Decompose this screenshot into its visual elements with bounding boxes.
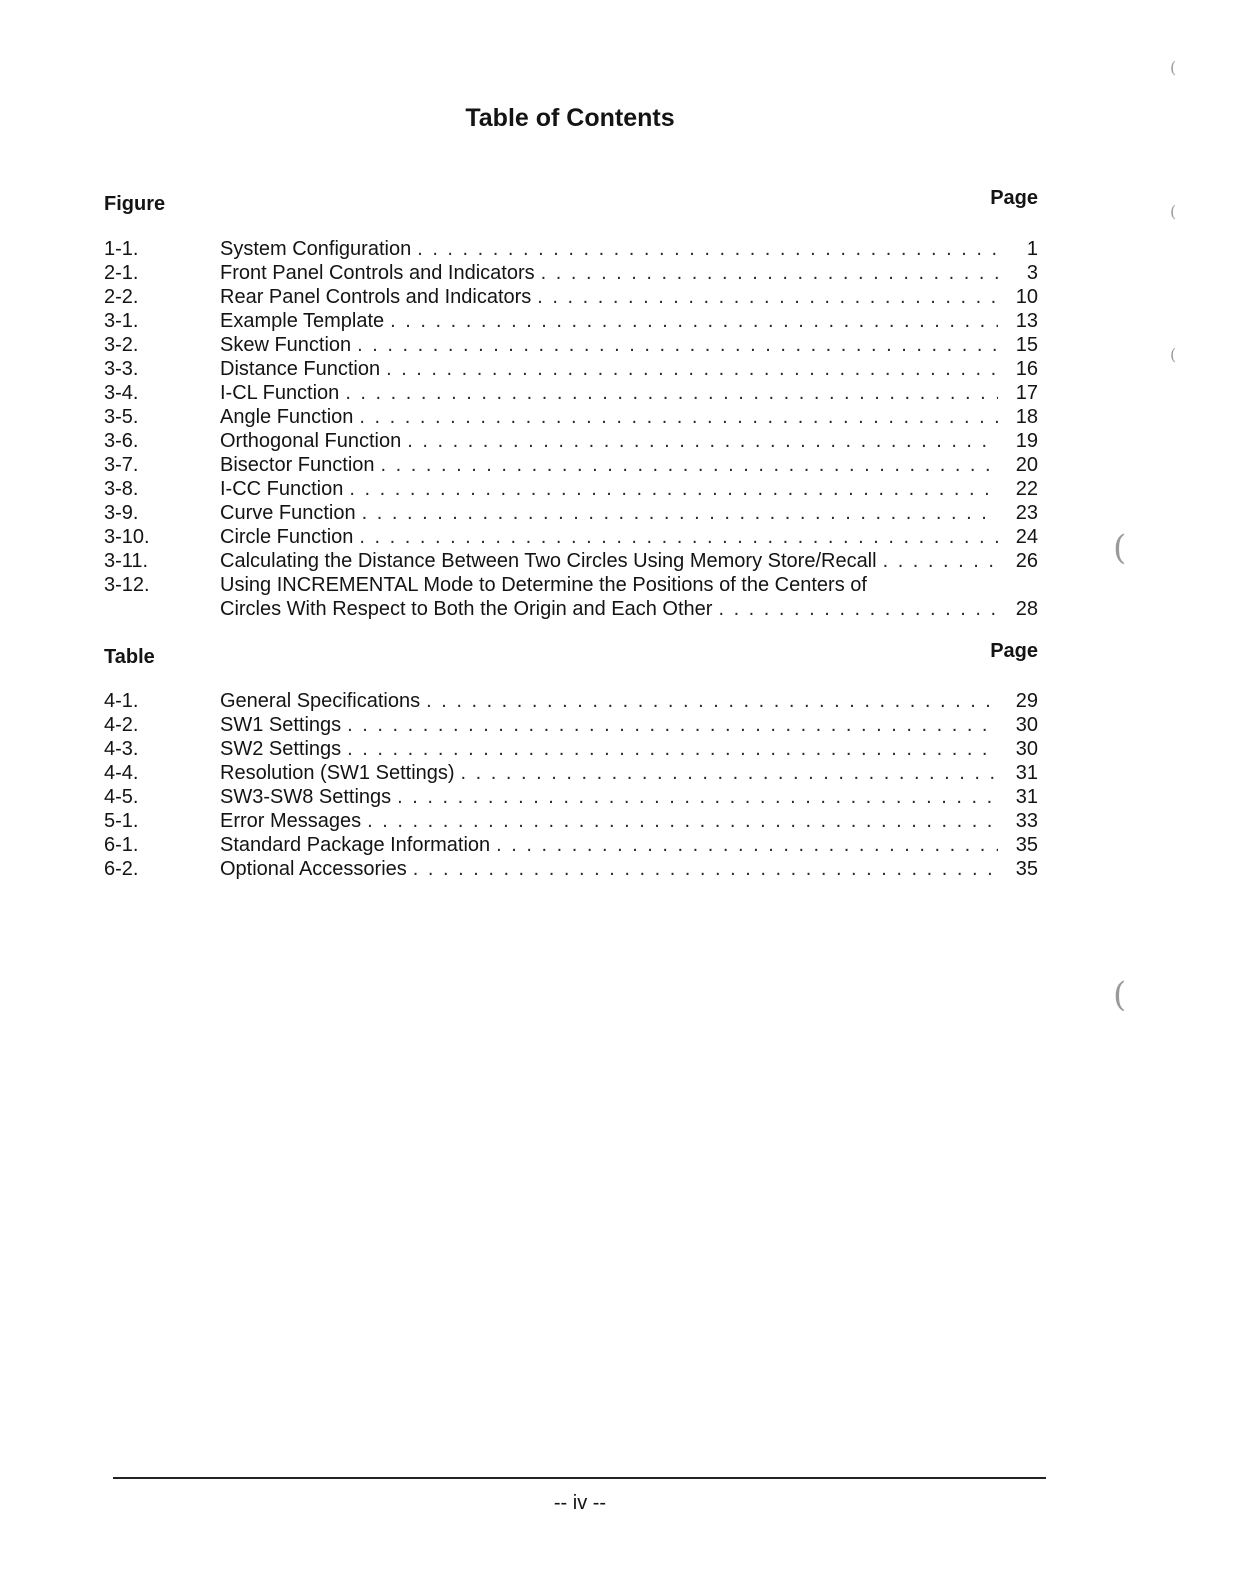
entry-number: 4-5.	[104, 786, 139, 808]
entry-page: 24	[1015, 526, 1038, 548]
figures-list	[104, 237, 1038, 621]
dot-leader	[359, 525, 998, 549]
figure-entry-3-8[interactable]	[104, 477, 1038, 501]
entry-page: 17	[1015, 382, 1038, 404]
figure-entry-3-12[interactable]	[104, 573, 1038, 621]
dot-leader	[347, 737, 998, 761]
entry-page: 15	[1015, 334, 1038, 356]
entry-number: 3-12.	[104, 574, 150, 596]
entry-number: 3-5.	[104, 406, 139, 428]
entry-page: 1	[1026, 238, 1038, 260]
tables-column-label: Table	[104, 646, 155, 668]
entry-page: 10	[1015, 286, 1038, 308]
entry-number: 3-6.	[104, 430, 139, 452]
entry-page: 19	[1015, 430, 1038, 452]
page-title: Table of Contents	[465, 104, 675, 132]
entry-title: Angle Function	[220, 406, 354, 428]
entry-title: Distance Function	[220, 358, 381, 380]
table-entry-6-1[interactable]	[104, 833, 1038, 857]
entry-page: 13	[1015, 310, 1038, 332]
entry-title: Optional Accessories	[220, 858, 407, 880]
dot-leader	[362, 501, 998, 525]
figures-page-column-label: Page	[990, 187, 1038, 209]
entry-title: Bisector Function	[220, 454, 375, 476]
page-number: -- iv --	[553, 1492, 607, 1514]
entry-title: Standard Package Information	[220, 834, 491, 856]
binding-hole-mark: (	[1170, 58, 1177, 77]
entry-title: Rear Panel Controls and Indicators	[220, 286, 532, 308]
entry-number: 4-1.	[104, 690, 139, 712]
entry-title: Circle Function	[220, 526, 354, 548]
entry-page: 30	[1015, 714, 1038, 736]
entry-page: 23	[1015, 502, 1038, 524]
entry-page: 29	[1015, 690, 1038, 712]
entry-title: I-CC Function	[220, 478, 344, 500]
entry-title: Orthogonal Function	[220, 430, 402, 452]
dot-leader	[345, 381, 998, 405]
binding-hole-mark: (	[1170, 345, 1177, 364]
dot-leader	[397, 785, 998, 809]
entry-page: 35	[1015, 834, 1038, 856]
dot-leader	[367, 809, 998, 833]
entry-number: 3-10.	[104, 526, 150, 548]
figures-header	[104, 187, 1038, 213]
entry-number: 3-4.	[104, 382, 139, 404]
dot-leader	[357, 333, 998, 357]
dot-leader	[541, 261, 998, 285]
entry-number: 6-2.	[104, 858, 139, 880]
entry-title-line-2: Circles With Respect to Both the Origin and Each Other	[220, 598, 713, 620]
entry-number: 5-1.	[104, 810, 139, 832]
entry-page: 18	[1015, 406, 1038, 428]
table-entry-4-2[interactable]	[104, 713, 1038, 737]
figure-entry-2-1[interactable]	[104, 261, 1038, 285]
entry-page: 35	[1015, 858, 1038, 880]
table-entry-4-3[interactable]	[104, 737, 1038, 761]
dot-leader	[381, 453, 998, 477]
figure-entry-3-2[interactable]	[104, 333, 1038, 357]
entry-title: Error Messages	[220, 810, 362, 832]
dot-leader	[426, 689, 998, 713]
entry-page: 3	[1026, 262, 1038, 284]
entry-title: Resolution (SW1 Settings)	[220, 762, 455, 784]
entry-number: 2-1.	[104, 262, 139, 284]
entry-title: Calculating the Distance Between Two Circles Using Memory Store/Recall	[220, 550, 877, 572]
figure-entry-2-2[interactable]	[104, 285, 1038, 309]
entry-page: 26	[1015, 550, 1038, 572]
figure-entry-3-3[interactable]	[104, 357, 1038, 381]
dot-leader	[718, 597, 998, 621]
entry-number: 3-7.	[104, 454, 139, 476]
dot-leader	[390, 309, 998, 333]
dot-leader	[413, 857, 998, 881]
table-entry-4-1[interactable]	[104, 689, 1038, 713]
entry-page: 20	[1015, 454, 1038, 476]
entry-number: 2-2.	[104, 286, 139, 308]
entry-title: I-CL Function	[220, 382, 340, 404]
dot-leader	[349, 477, 998, 501]
binding-hole-mark: (	[1113, 528, 1127, 568]
figure-entry-3-5[interactable]	[104, 405, 1038, 429]
dot-leader	[417, 237, 998, 261]
entry-number: 3-3.	[104, 358, 139, 380]
figure-entry-3-10[interactable]	[104, 525, 1038, 549]
dot-leader	[537, 285, 998, 309]
tables-list	[104, 689, 1038, 881]
entry-number: 1-1.	[104, 238, 139, 260]
figure-entry-3-11[interactable]	[104, 549, 1038, 573]
entry-page: 22	[1015, 478, 1038, 500]
entry-title: SW3-SW8 Settings	[220, 786, 392, 808]
entry-page: 31	[1015, 762, 1038, 784]
table-entry-4-5[interactable]	[104, 785, 1038, 809]
entry-title: System Configuration	[220, 238, 412, 260]
entry-title: SW1 Settings	[220, 714, 342, 736]
dot-leader	[386, 357, 998, 381]
entry-number: 4-2.	[104, 714, 139, 736]
figure-entry-3-9[interactable]	[104, 501, 1038, 525]
tables-header	[104, 640, 1038, 666]
table-entry-6-2[interactable]	[104, 857, 1038, 881]
entry-title: Skew Function	[220, 334, 352, 356]
figures-column-label: Figure	[104, 193, 166, 215]
figure-entry-3-6[interactable]	[104, 429, 1038, 453]
dot-leader	[359, 405, 998, 429]
figure-entry-1-1[interactable]	[104, 237, 1038, 261]
entry-page: 16	[1015, 358, 1038, 380]
table-entry-5-1[interactable]	[104, 809, 1038, 833]
entry-page: 31	[1015, 786, 1038, 808]
entry-title: Front Panel Controls and Indicators	[220, 262, 535, 284]
table-entry-4-4[interactable]	[104, 761, 1038, 785]
dot-leader	[347, 713, 998, 737]
entry-page: 30	[1015, 738, 1038, 760]
entry-page: 33	[1015, 810, 1038, 832]
binding-hole-mark: (	[1170, 202, 1177, 221]
figure-entry-3-1[interactable]	[104, 309, 1038, 333]
entry-title: SW2 Settings	[220, 738, 342, 760]
entry-number: 4-4.	[104, 762, 139, 784]
dot-leader	[407, 429, 998, 453]
dot-leader	[496, 833, 998, 857]
entry-number: 6-1.	[104, 834, 139, 856]
entry-number: 3-9.	[104, 502, 139, 524]
entry-number: 3-11.	[104, 550, 149, 572]
entry-title-line-1: Using INCREMENTAL Mode to Determine the Positions of the Centers of	[220, 574, 867, 596]
dot-leader	[461, 761, 998, 785]
entry-title: Example Template	[220, 310, 385, 332]
entry-title: Curve Function	[220, 502, 356, 524]
footer-rule	[113, 1477, 1046, 1479]
figure-entry-3-7[interactable]	[104, 453, 1038, 477]
entry-number: 3-1.	[104, 310, 139, 332]
figure-entry-3-4[interactable]	[104, 381, 1038, 405]
entry-number: 3-8.	[104, 478, 139, 500]
entry-number: 3-2.	[104, 334, 139, 356]
entry-number: 4-3.	[104, 738, 139, 760]
dot-leader	[883, 549, 998, 573]
entry-page: 28	[1015, 598, 1038, 620]
entry-title: General Specifications	[220, 690, 421, 712]
binding-hole-mark: (	[1113, 975, 1127, 1015]
tables-page-column-label: Page	[990, 640, 1038, 662]
